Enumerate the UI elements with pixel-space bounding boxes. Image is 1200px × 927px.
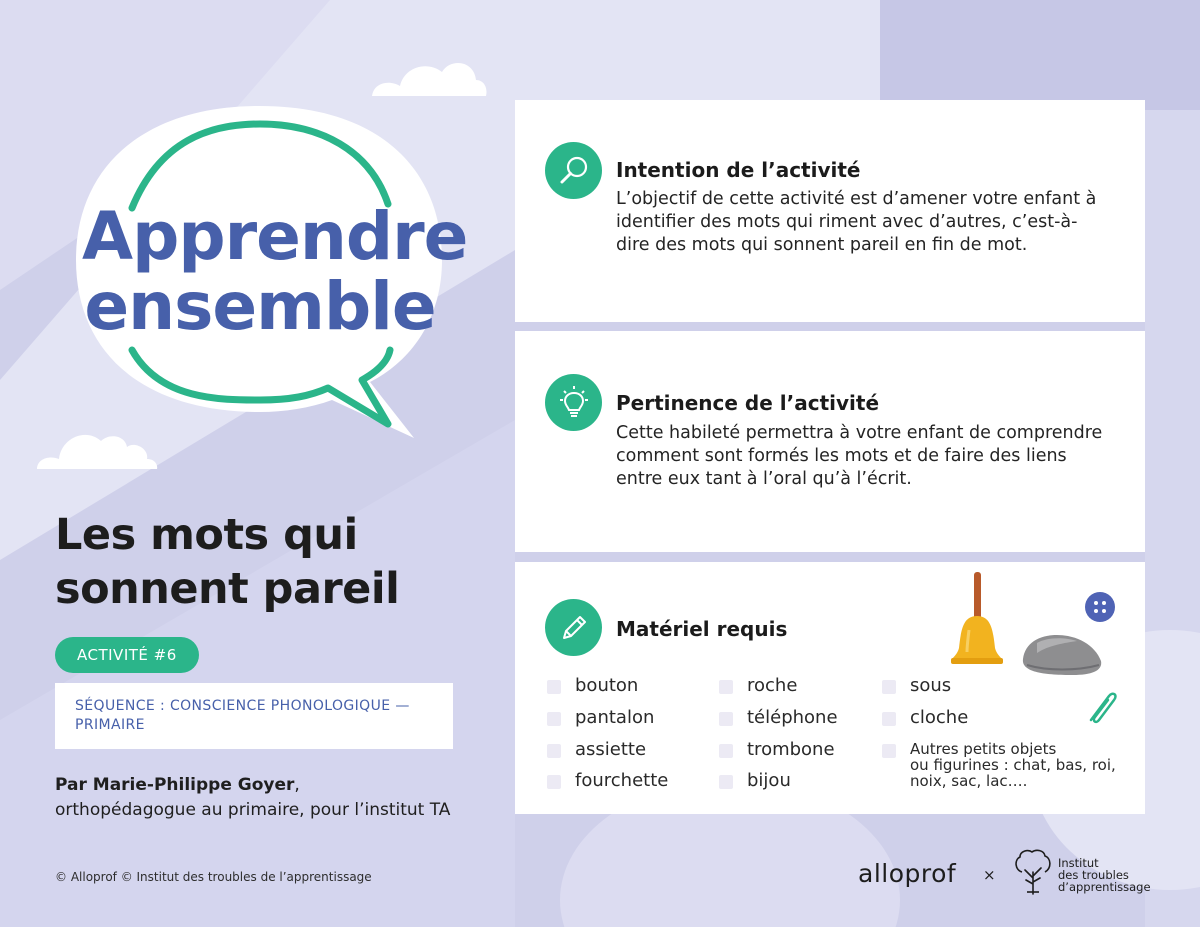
brain-tree-icon [1012,848,1054,896]
pertinence-text: Cette habileté permettra à votre enfant de comprendre comment sont formés les mots et de faire des liens entre eux tant à l’oral qu’à l’écrit. [616,423,1103,489]
material-item: Autres petits objets ou figurines : chat, bas, roi, noix, sac, lac…. [882,741,1116,789]
bubble-title-line2: ensemble [84,268,436,345]
intention-panel [515,100,1145,322]
checkbox[interactable] [547,744,561,758]
intention-title: Intention de l’activité [616,158,861,182]
sequence-box [55,683,453,749]
materiel-title: Matériel requis [616,617,788,641]
activity-badge: ACTIVITÉ #6 [55,637,199,673]
intention-text: L’objectif de cette activité est d’amener votre enfant à identifier des mots qui riment avec d’autres, c’est-à-dire des mots qui sonnent pareil en fin de mot. [616,189,1097,255]
author-name: Par Marie-Philippe Goyer [55,775,295,795]
cloud-icon [370,52,490,100]
checkbox[interactable] [547,775,561,789]
rock-icon [1017,629,1103,679]
sequence-label: SÉQUENCE : CONSCIENCE PHONOLOGIQUE — PRIMAIRE [75,698,410,733]
pertinence-title: Pertinence de l’activité [616,391,880,415]
bell-icon [947,570,1007,668]
materiel-panel [515,562,1145,814]
checkbox[interactable] [882,712,896,726]
button-icon [1083,590,1117,624]
alloprof-logo: alloprof [858,859,957,888]
material-item: cloche [882,707,968,729]
copyright: © Alloprof © Institut des troubles de l’apprentissage [55,870,372,884]
lightbulb-icon [545,374,602,431]
paperclip-icon [1083,686,1119,728]
pertinence-panel [515,331,1145,552]
pencil-icon [545,599,602,656]
checkbox[interactable] [719,680,733,694]
checkbox[interactable] [719,744,733,758]
logo-separator: × [983,866,996,884]
material-item: pantalon [547,707,654,729]
material-item: sous [882,675,951,697]
material-item: bijou [719,770,791,792]
checkbox[interactable] [719,775,733,789]
material-item: fourchette [547,770,668,792]
ita-logo-text: Institut des troubles d’apprentissage [1058,856,1151,894]
material-item: trombone [719,739,835,761]
checkbox[interactable] [547,680,561,694]
page-title: Les mots qui sonnent pareil [55,510,400,614]
author-comma: , [294,775,300,795]
checkbox[interactable] [547,712,561,726]
material-item: roche [719,675,797,697]
bubble-title-line1: Apprendre [82,198,468,275]
author [55,773,450,823]
checkbox[interactable] [882,680,896,694]
checkbox[interactable] [882,744,896,758]
material-item: bouton [547,675,638,697]
material-item: téléphone [719,707,838,729]
author-role: orthopédagogue au primaire, pour l’institut TA [55,800,451,820]
magnifier-icon [545,142,602,199]
checkbox[interactable] [719,712,733,726]
material-item: assiette [547,739,646,761]
